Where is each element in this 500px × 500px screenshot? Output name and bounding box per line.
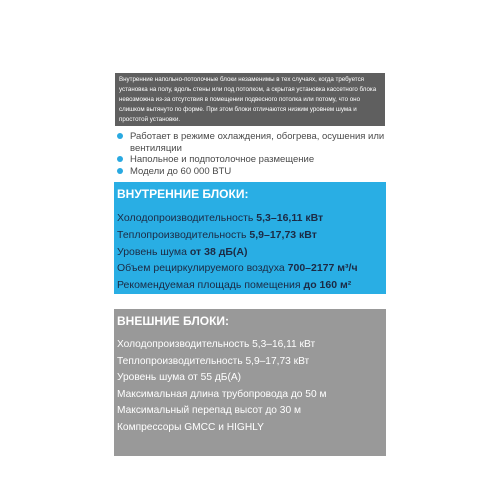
feature-text: Работает в режиме охлаждения, обогрева, осушения или вентиляции xyxy=(130,131,385,154)
spec-value: от 38 дБ(А) xyxy=(189,245,248,258)
spec-value: 5,9–17,73 кВт xyxy=(249,228,317,241)
spec-value: 5,3–16,11 кВт xyxy=(256,212,324,224)
indoor-spec-row xyxy=(117,244,386,261)
bullet-dot-icon xyxy=(117,156,123,162)
bullet-dot-icon xyxy=(117,133,123,139)
indoor-spec-row xyxy=(117,210,386,227)
indoor-spec-row xyxy=(117,227,386,244)
indoor-spec-row xyxy=(117,260,386,277)
indoor-units-panel xyxy=(114,182,386,294)
outdoor-spec-row: Теплопроизводительность 5,9–17,73 кВт xyxy=(117,355,310,367)
feature-item xyxy=(116,166,388,178)
indoor-units-title: ВНУТРЕННИЕ БЛОКИ: xyxy=(117,187,249,201)
outdoor-units-title: ВНЕШНИЕ БЛОКИ: xyxy=(117,314,230,328)
intro-text-block xyxy=(115,73,385,126)
outdoor-units-panel xyxy=(114,309,386,456)
spec-label: Холодопроизводительность xyxy=(117,212,257,224)
outdoor-spec-row: Максимальная длина трубопровода до 50 м xyxy=(117,388,327,400)
spec-label: Рекомендуемая площадь помещения xyxy=(117,279,304,292)
spec-value: 700–2177 м³/ч xyxy=(287,262,358,275)
feature-item xyxy=(116,154,388,166)
outdoor-spec-row: Максимальный перепад высот до 30 м xyxy=(117,405,301,417)
outdoor-spec-row: Холодопроизводительность 5,3–16,11 кВт xyxy=(117,339,316,350)
bullet-dot-icon xyxy=(117,168,123,174)
spec-label: Уровень шума xyxy=(117,245,190,258)
spec-label: Объем рециркулируемого воздуха xyxy=(117,262,288,275)
feature-list xyxy=(116,131,388,177)
intro-text: Внутренние напольно-потолочные блоки незаменимы в тех случаях, когда требуется установка на полу, вдоль стены или под потолком, а скрытая установка кассетного блока невозможна из-за отсутствия в помещении подвесного потолка или потому, что оно слишком вытянуто по форме. При этом блоки отличаются низким уровнем шума и простотой установки. xyxy=(119,76,377,123)
spec-value: до 160 м² xyxy=(303,279,352,292)
feature-text: Модели до 60 000 BTU xyxy=(130,165,232,177)
outdoor-spec-row: Уровень шума от 55 дБ(А) xyxy=(117,372,242,384)
indoor-spec-row xyxy=(117,277,386,294)
feature-text: Напольное и подпотолочное размещение xyxy=(130,154,315,165)
spec-label: Теплопроизводительность xyxy=(117,228,250,241)
outdoor-spec-row: Компрессоры GMCC и HIGHLY xyxy=(117,421,264,433)
feature-item xyxy=(116,131,388,154)
